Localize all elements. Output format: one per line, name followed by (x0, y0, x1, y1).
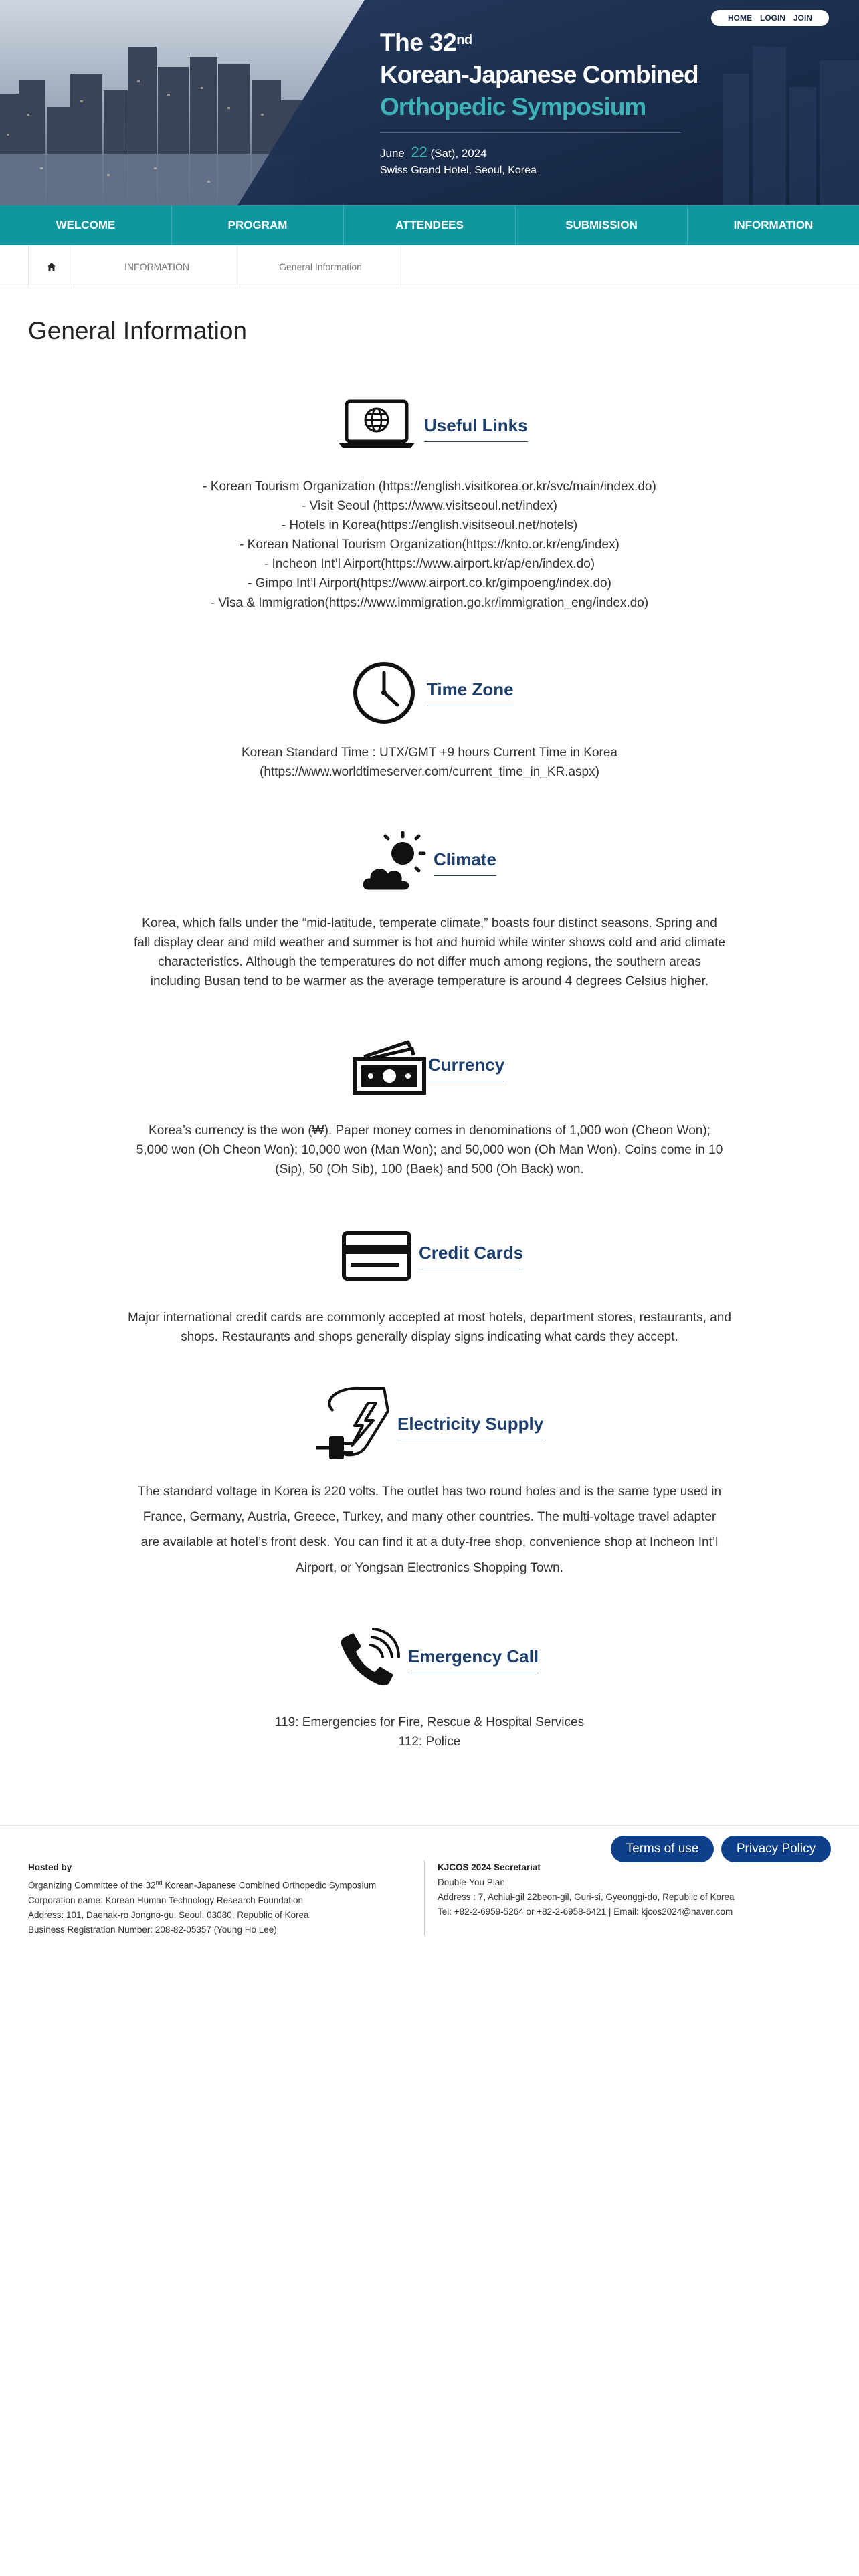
useful-links-header (337, 399, 528, 449)
climate-title: Climate (434, 849, 496, 876)
currency-header (352, 1038, 504, 1098)
time-zone-line1: Korean Standard Time : UTX/GMT +9 hours Current Time in Korea (242, 746, 617, 760)
currency-text: Korea’s currency is the won (₩). Paper money comes in denominations of 1,000 won (Cheon Won); 5,000 won (Oh Cheon Won); 10,000 won (Man Won); and 50,000 won (Oh Man Won). Coins come in 10 (Sip), 50 (Oh Sib), 100 (Baek) and 500 (Oh Back) won. (136, 1123, 723, 1176)
footer-secretariat (438, 1860, 734, 1919)
link-korean-tourism[interactable]: - Korean Tourism Organization (https://english.visitkorea.or.kr/svc/main/index.do) (203, 479, 656, 494)
nav-welcome[interactable]: WELCOME (0, 205, 172, 245)
link-gimpo-airport[interactable]: - Gimpo Int’l Airport(https://www.airport.co.kr/gimpoeng/index.do) (248, 576, 611, 591)
login-link[interactable]: LOGIN (759, 13, 785, 23)
link-hotels-korea[interactable]: - Hotels in Korea(https://english.visitseoul.net/hotels) (281, 518, 578, 532)
phone-call-icon (336, 1628, 400, 1688)
link-incheon-airport[interactable]: - Incheon Int’l Airport(https://www.airport.kr/ap/en/index.do) (264, 557, 595, 571)
footer-divider (0, 1825, 859, 1826)
time-zone-link[interactable]: (https://www.worldtimeserver.com/current_time_in_KR.aspx) (260, 765, 599, 779)
emergency-112: 112: Police (398, 1735, 461, 1749)
top-links (711, 10, 829, 26)
emergency-text (0, 1713, 859, 1751)
home-icon (47, 262, 56, 272)
clock-icon (351, 659, 417, 726)
hosted-address: Address: 101, Daehak-ro Jongno-gu, Seoul, 03080, Republic of Korea (28, 1909, 309, 1920)
secretariat-heading: KJCOS 2024 Secretariat (438, 1862, 541, 1872)
credit-card-icon (341, 1229, 412, 1283)
privacy-policy-button[interactable]: Privacy Policy (721, 1836, 831, 1862)
credit-cards-title: Credit Cards (419, 1243, 523, 1269)
hero-title-line3: Orthopedic Symposium (380, 93, 646, 120)
climate-text: Korea, which falls under the “mid-latitude, temperate climate,” boasts four distinct seasons. Spring and fall display clear and mild weather and summer is hot and humid while winter shows cold and arid climate characteristics. Although the temperatures do not differ much among regions, the southern areas including Busan tend to be warmer as the average temperature is around 4 degrees Celsius higher. (134, 916, 725, 988)
breadcrumb-information[interactable]: INFORMATION (74, 245, 240, 288)
main-nav (0, 205, 859, 245)
footer-hosted-by (28, 1860, 376, 1937)
useful-links-list (0, 477, 859, 613)
money-icon (352, 1038, 427, 1098)
laptop-globe-icon (337, 399, 416, 449)
breadcrumb (0, 245, 859, 288)
secretariat-address: Address : 7, Achiul-gil 22beon-gil, Guri-si, Gyeonggi-do, Republic of Korea (438, 1892, 735, 1902)
secretariat-name: Double-You Plan (438, 1877, 505, 1887)
home-link[interactable]: HOME (727, 13, 752, 23)
link-visit-seoul[interactable]: - Visit Seoul (https://www.visitseoul.net/index) (302, 499, 557, 513)
footer-column-separator (424, 1860, 425, 1935)
page-title: General Information (28, 317, 248, 344)
terms-of-use-button[interactable]: Terms of use (611, 1836, 714, 1862)
electricity-header (313, 1384, 543, 1469)
emergency-119: 119: Emergencies for Fire, Rescue & Hospital Services (274, 1715, 585, 1729)
hosted-corp: Corporation name: Korean Human Technology Research Foundation (28, 1895, 303, 1905)
climate-header (359, 829, 496, 896)
time-zone-title: Time Zone (427, 679, 514, 706)
credit-cards-text: Major international credit cards are commonly accepted at most hotels, department stores, restaurants, and shops. Restaurants and shops generally display signs indicating what cards they accept. (128, 1311, 731, 1344)
breadcrumb-general-information[interactable]: General Information (240, 245, 401, 288)
event-date: June 22 (Sat), 2024 (380, 144, 487, 160)
nav-attendees[interactable]: ATTENDEES (344, 205, 516, 245)
breadcrumb-home[interactable] (28, 245, 74, 288)
plug-lightning-icon (313, 1384, 397, 1469)
link-knto[interactable]: - Korean National Tourism Organization(https://knto.or.kr/eng/index) (240, 538, 619, 552)
hero-title-line1: The 32nd (380, 29, 472, 56)
useful-links-title: Useful Links (424, 415, 528, 442)
nav-program[interactable]: PROGRAM (172, 205, 344, 245)
secretariat-contact: Tel: +82-2-6959-5264 or +82-2-6958-6421 | Email: kjcos2024@naver.com (438, 1907, 733, 1917)
emergency-title: Emergency Call (408, 1646, 539, 1673)
join-link[interactable]: JOIN (793, 13, 812, 23)
hosted-org: Organizing Committee of the 32nd Korean-Japanese Combined Orthopedic Symposium (28, 1879, 377, 1891)
hero-title-line2: Korean-Japanese Combined (380, 61, 698, 88)
hosted-heading: Hosted by (28, 1862, 72, 1872)
time-zone-text (0, 743, 859, 782)
hero-banner (0, 0, 859, 205)
nav-submission[interactable]: SUBMISSION (516, 205, 688, 245)
emergency-header (336, 1628, 539, 1688)
event-venue: Swiss Grand Hotel, Seoul, Korea (380, 165, 537, 176)
sun-cloud-icon (359, 829, 432, 896)
hero-divider (380, 132, 681, 133)
electricity-text: The standard voltage in Korea is 220 volts. The outlet has two round holes and is the same type used in France, Germany, Austria, Greece, Turkey, and many other countries. The multi-voltage travel adapter are available at hotel’s front desk. You can find it at a duty-free shop, convenience shop at Incheon Int’l Airport, or Yongsan Electronics Shopping Town. (137, 1485, 722, 1575)
nav-information[interactable]: INFORMATION (733, 219, 814, 231)
time-zone-header (351, 659, 514, 726)
hero-text-block (380, 27, 698, 179)
link-visa-immigration[interactable]: - Visa & Immigration(https://www.immigration.go.kr/immigration_eng/index.do) (210, 596, 649, 610)
credit-cards-header (341, 1229, 523, 1283)
hosted-brn: Business Registration Number: 208-82-05357 (Young Ho Lee) (28, 1924, 277, 1935)
electricity-title: Electricity Supply (397, 1414, 543, 1440)
currency-title: Currency (428, 1055, 504, 1081)
